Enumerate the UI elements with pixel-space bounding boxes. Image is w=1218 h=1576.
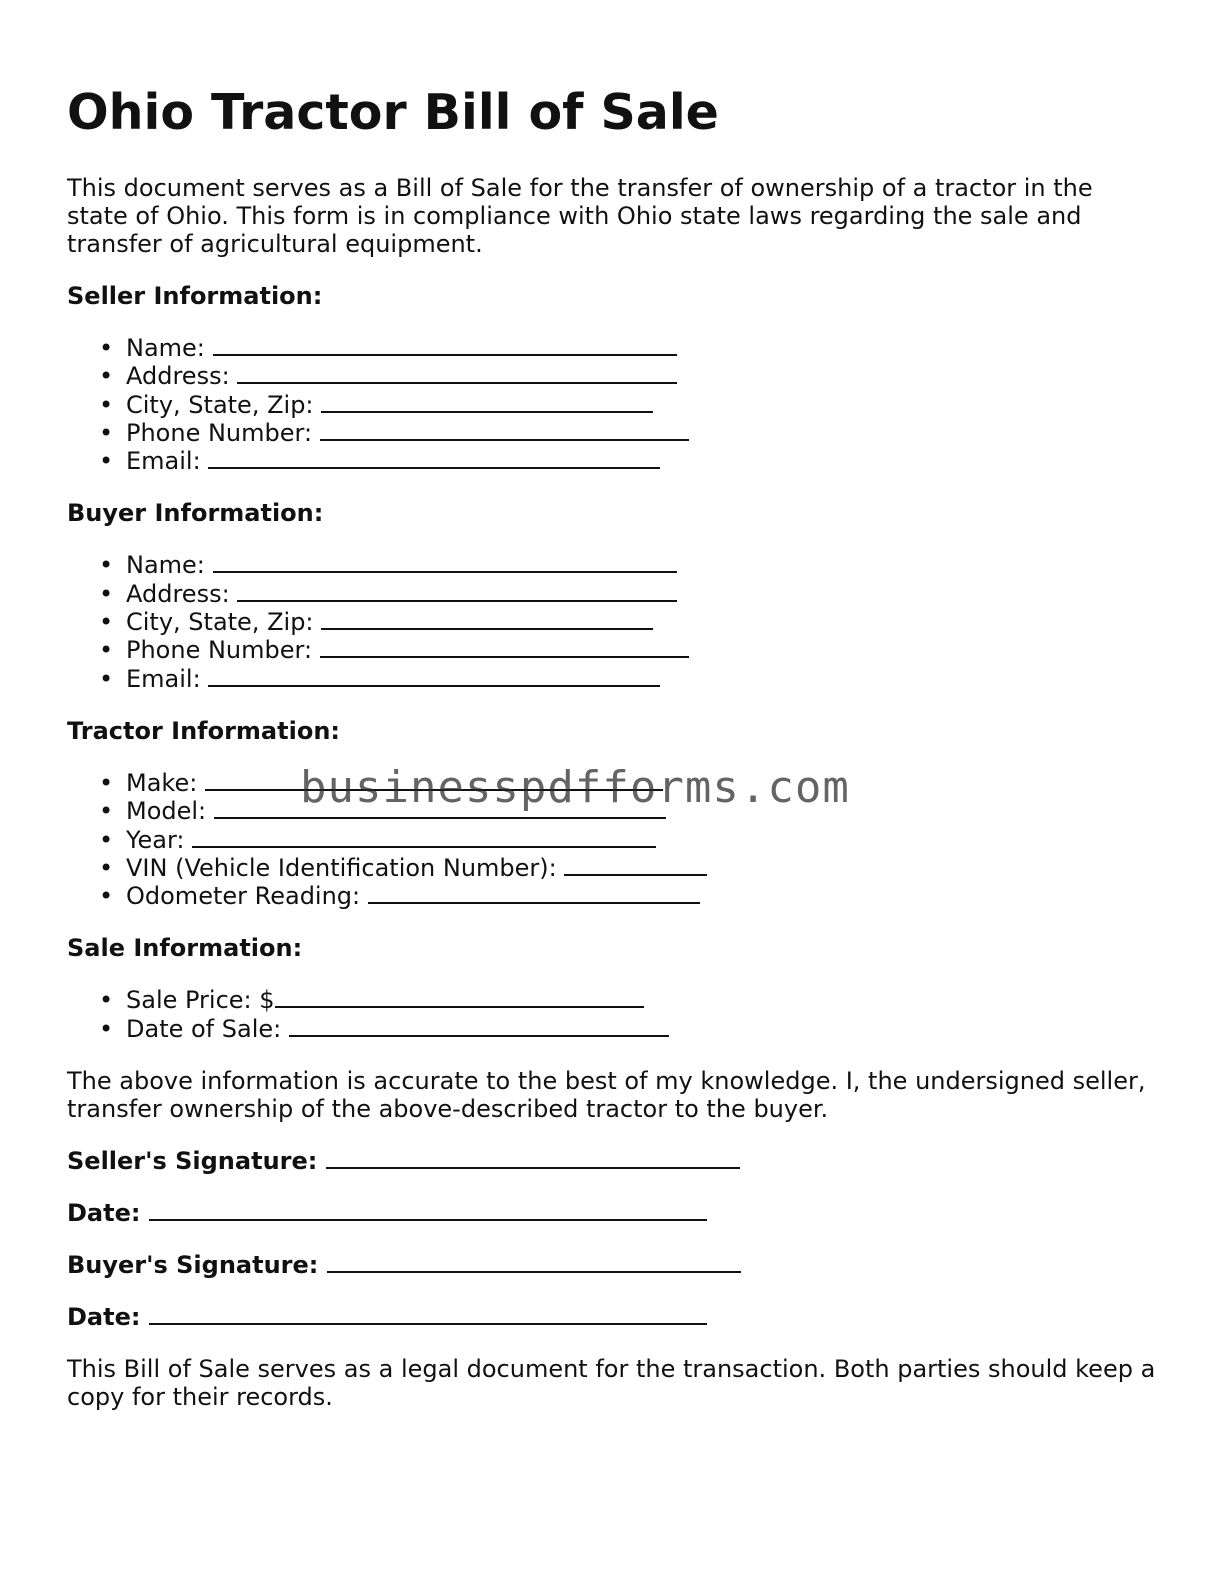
intro-paragraph: This document serves as a Bill of Sale for the transfer of ownership of a tractor in the state of Ohio. This form is in compliance with Ohio state laws regarding the sale and transfer of agricultural equipment. (67, 174, 1093, 258)
seller-name-field[interactable]: • Name: (126, 334, 1157, 362)
document-title: Ohio Tractor Bill of Sale (67, 84, 719, 141)
buyer-heading: Buyer Information: (67, 499, 324, 528)
buyer-phone-field[interactable]: • Phone Number: (126, 636, 1157, 664)
seller-address-field[interactable]: • Address: (126, 362, 1157, 390)
tractor-model-field[interactable]: • Model: (126, 797, 1157, 825)
seller-heading: Seller Information: (67, 282, 323, 310)
sale-price-field[interactable]: • Sale Price: $ (126, 986, 1157, 1014)
closing-paragraph: This Bill of Sale serves as a legal document for the transaction. Both parties should keep a copy for their records. (67, 1355, 1156, 1412)
tractor-vin-field[interactable]: • VIN (Vehicle Identification Number): (126, 854, 1157, 882)
tractor-year-field[interactable]: • Year: (126, 826, 1157, 854)
seller-phone-field[interactable]: • Phone Number: (126, 419, 1157, 447)
tractor-make-field[interactable]: • Make: (126, 769, 1157, 797)
sale-fields (67, 986, 1157, 1043)
buyer-signature-field[interactable]: Buyer's Signature: (67, 1251, 1157, 1279)
buyer-date-field[interactable]: Date: (67, 1303, 1157, 1331)
tractor-heading: Tractor Information: (67, 716, 340, 745)
seller-email-field[interactable]: • Email: (126, 447, 1157, 475)
buyer-city-field[interactable]: • City, State, Zip: (126, 608, 1157, 636)
buyer-fields (67, 551, 1157, 692)
attestation-paragraph: The above information is accurate to the best of my knowledge. I, the undersigned seller, transfer ownership of the above-described tractor to the buyer. (67, 1067, 1146, 1124)
seller-city-field[interactable]: • City, State, Zip: (126, 391, 1157, 419)
sale-heading: Sale Information: (67, 934, 303, 963)
watermark: businesspdfforms.com (300, 762, 850, 813)
buyer-address-field[interactable]: • Address: (126, 580, 1157, 608)
buyer-name-field[interactable]: • Name: (126, 551, 1157, 579)
buyer-email-field[interactable]: • Email: (126, 665, 1157, 693)
sale-date-field[interactable]: • Date of Sale: (126, 1015, 1157, 1043)
seller-signature-field[interactable]: Seller's Signature: (67, 1147, 1157, 1175)
seller-date-field[interactable]: Date: (67, 1199, 1157, 1227)
tractor-odometer-field[interactable]: • Odometer Reading: (126, 882, 1157, 910)
seller-fields (67, 334, 1157, 475)
document (67, 82, 1157, 1411)
